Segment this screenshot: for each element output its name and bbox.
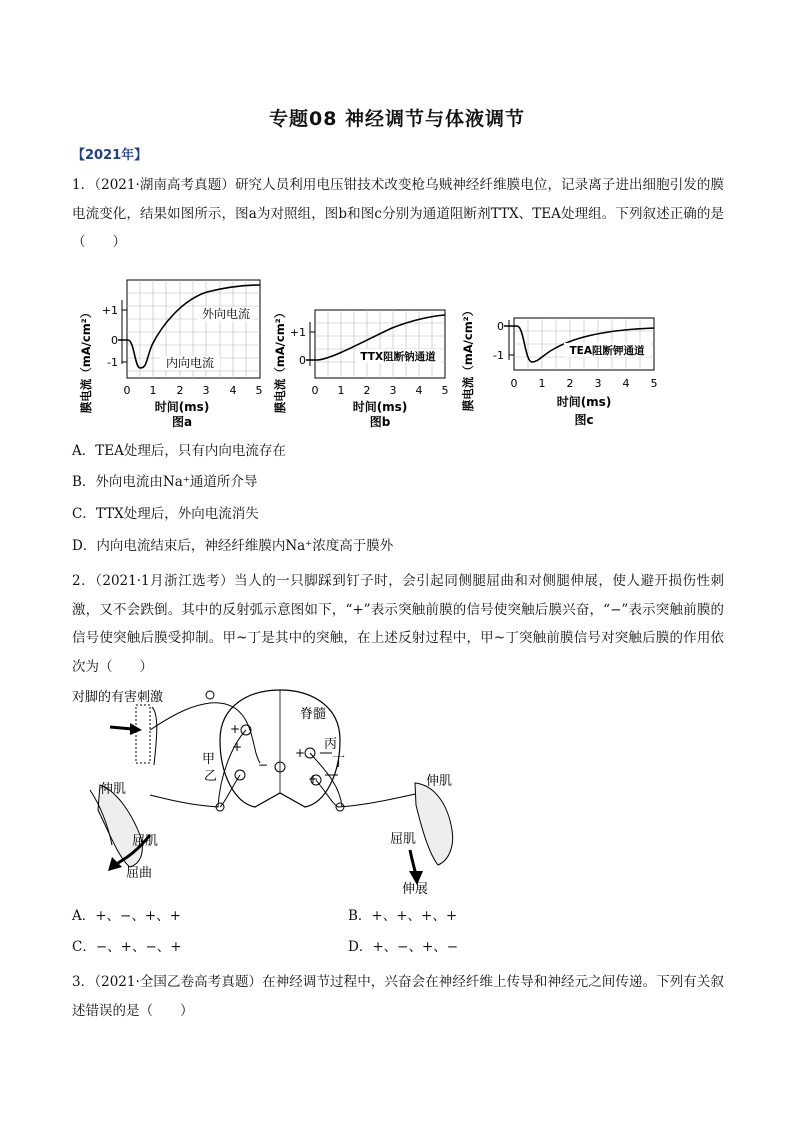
synapse-label-jia: 甲 bbox=[202, 752, 216, 767]
panel-b-ylabel: 膜电流（mA/cm²） bbox=[273, 306, 287, 414]
question-3-stem: 3．（2021·全国乙卷高考真题）在神经调节过程中，兴奋会在神经纤维上传导和神经元之间传递。下列有关叙述错误的是（ ） bbox=[72, 974, 724, 1019]
panel-a-label-outward: 外向电流 bbox=[201, 307, 251, 321]
panel-b-ytick-2: 0 bbox=[299, 354, 306, 367]
panel-c-xtick-5: 5 bbox=[650, 377, 658, 390]
question-2-option-c[interactable]: C．−、+、−、+ bbox=[72, 939, 182, 955]
panel-b-xtick-5: 5 bbox=[441, 384, 449, 397]
question-1-option-c[interactable]: C．TTX处理后，外向电流消失 bbox=[72, 506, 259, 522]
panel-c-xtick-3: 3 bbox=[594, 377, 602, 390]
right-flexor-label: 屈肌 bbox=[390, 832, 417, 847]
panel-c bbox=[461, 305, 658, 427]
synapse-label-yi: 乙 bbox=[204, 769, 218, 784]
panel-c-xtick-4: 4 bbox=[622, 377, 630, 390]
panel-a-xtick-1: 1 bbox=[149, 384, 157, 397]
synapse-label-ding: 丁 bbox=[332, 755, 346, 770]
right-extend-label: 伸展 bbox=[402, 882, 429, 895]
panel-b-caption: 图b bbox=[369, 415, 391, 429]
panel-c-caption: 图c bbox=[574, 413, 594, 427]
question-2-figure bbox=[70, 685, 490, 895]
panel-c-xtick-1: 1 bbox=[538, 377, 546, 390]
panel-b-xlabel: 时间(ms) bbox=[352, 400, 408, 414]
panel-a-ylabel: 膜电流（mA/cm²） bbox=[79, 306, 93, 414]
panel-a-ytick-1: +1 bbox=[101, 304, 118, 317]
svg-text:+: + bbox=[232, 740, 243, 754]
left-flexor-label: 屈肌 bbox=[132, 834, 159, 849]
panel-b-xtick-4: 4 bbox=[415, 384, 423, 397]
panel-b-ytick-1: +1 bbox=[289, 326, 306, 339]
question-1-stem: 1．（2021·湖南高考真题）研究人员利用电压钳技术改变枪乌贼神经纤维膜电位，记录离子进出细胞引发的膜电流变化，结果如图所示，图a为对照组，图b和图c分别为通道阻断剂TTX、TEA处理组。下列叙述正确的是（ ） bbox=[72, 177, 724, 250]
panel-a-xtick-2: 2 bbox=[176, 384, 184, 397]
question-2-option-a[interactable]: A．+、−、+、+ bbox=[72, 908, 181, 924]
panel-c-xtick-2: 2 bbox=[566, 377, 574, 390]
panel-b-label: TTX阻断钠通道 bbox=[360, 351, 436, 363]
year-tag: 【2021年】 bbox=[72, 148, 148, 163]
stimulus-label: 对脚的有害刺激 bbox=[72, 690, 164, 705]
question-1-figure bbox=[72, 270, 672, 435]
panel-b-xtick-3: 3 bbox=[389, 384, 397, 397]
panel-a-ytick-2: 0 bbox=[111, 334, 118, 347]
svg-text:+: + bbox=[230, 722, 241, 736]
panel-c-xlabel: 时间(ms) bbox=[556, 395, 612, 409]
spinal-cord-label: 脊髓 bbox=[300, 707, 327, 722]
panel-b bbox=[273, 307, 449, 429]
panel-a-xlabel: 时间(ms) bbox=[154, 400, 210, 414]
question-2-stem: 2．（2021·1月浙江选考）当人的一只脚踩到钉子时，会引起同侧腿屈曲和对侧腿伸展，使人避开损伤性刺激，又不会跌倒。其中的反射弧示意图如下，“+”表示突触前膜的信号使突触后膜兴奋，“−”表示突触前膜的信号使突触后膜受抑制。甲~丁是其中的突触，在上述反射过程中，甲~丁突触前膜信号对突触后膜的作用依次为（ ） bbox=[72, 573, 724, 675]
panel-a-xtick-0: 0 bbox=[123, 384, 131, 397]
panel-a-xtick-3: 3 bbox=[202, 384, 210, 397]
panel-b-xtick-2: 2 bbox=[363, 384, 371, 397]
panel-a-label-inward: 内向电流 bbox=[165, 356, 215, 370]
right-extensor-label: 伸肌 bbox=[426, 774, 453, 789]
left-flex-label: 屈曲 bbox=[126, 866, 153, 881]
panel-a bbox=[79, 280, 263, 429]
panel-a-ytick-3: -1 bbox=[107, 356, 118, 369]
panel-c-ytick-1: 0 bbox=[497, 320, 504, 333]
panel-c-label: TEA阻断钾通道 bbox=[569, 345, 645, 357]
question-2-option-b[interactable]: B．+、+、+、+ bbox=[348, 908, 458, 924]
question-1-option-b[interactable]: B．外向电流由Na⁺通道所介导 bbox=[72, 474, 258, 490]
panel-c-xtick-0: 0 bbox=[510, 377, 518, 390]
left-extensor-label: 伸肌 bbox=[100, 782, 127, 797]
panel-c-ylabel: 膜电流（mA/cm²） bbox=[461, 304, 475, 412]
synapse-label-bing: 丙 bbox=[324, 737, 338, 752]
panel-a-caption: 图a bbox=[171, 415, 193, 429]
panel-b-xtick-0: 0 bbox=[311, 384, 319, 397]
panel-c-ytick-2: -1 bbox=[493, 349, 504, 362]
panel-a-xtick-4: 4 bbox=[229, 384, 237, 397]
question-1-option-a[interactable]: A．TEA处理后，只有内向电流存在 bbox=[72, 443, 286, 459]
question-1-option-d[interactable]: D．内向电流结束后，神经纤维膜内Na⁺浓度高于膜外 bbox=[72, 538, 394, 554]
question-2-option-d[interactable]: D．+、−、+、− bbox=[348, 939, 459, 955]
svg-text:+: + bbox=[295, 746, 306, 760]
page-title: 专题08 神经调节与体液调节 bbox=[268, 108, 526, 130]
panel-a-xtick-5: 5 bbox=[255, 384, 263, 397]
panel-b-xtick-1: 1 bbox=[337, 384, 345, 397]
svg-text:−: − bbox=[258, 758, 269, 772]
svg-text:+: + bbox=[308, 772, 319, 786]
